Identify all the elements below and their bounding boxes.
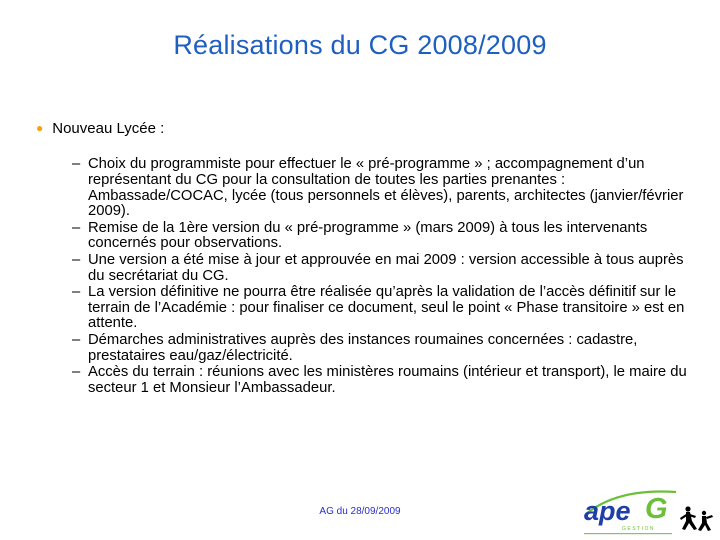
sub-bullet-text: Une version a été mise à jour et approuvée en mai 2009 : version accessible à tous auprès du secrétariat du CG.: [88, 251, 684, 284]
sub-bullet-item: [72, 157, 702, 220]
dash-marker: –: [72, 363, 81, 380]
sub-bullet-item: [72, 221, 702, 253]
sub-bullet-item: [72, 333, 702, 365]
sub-bullet-text: Remise de la 1ère version du « pré-programme » (mars 2009) à tous les intervenants concernés pour observations.: [88, 219, 648, 252]
main-bullet-text: Nouveau Lycée :: [52, 120, 165, 137]
sub-bullet-text: Accès du terrain : réunions avec les ministères roumains (intérieur et transport), le maire du secteur 1 et Monsieur l’Ambassadeur.: [88, 363, 687, 396]
dash-marker: –: [72, 156, 81, 172]
apeg-logo-icon: [578, 486, 718, 538]
logo-highlight: G: [645, 493, 668, 525]
sub-bullet-item: [72, 285, 702, 332]
main-bullet: [36, 120, 164, 137]
bullet-dot-icon: ●: [36, 121, 44, 135]
sub-bullet-text: La version définitive ne pourra être réalisée qu’après la validation de l’accès définitif sur le terrain de l’Académie : pour finaliser ce document, seul le point « Phase transitoire » est en attente.: [88, 283, 685, 332]
dash-marker: –: [72, 219, 81, 236]
dash-marker: –: [72, 251, 81, 268]
dash-marker: –: [72, 283, 81, 300]
sub-bullet-item: [72, 253, 702, 285]
dash-marker: –: [72, 331, 81, 348]
footer-date: AG du 28/09/2009: [319, 506, 401, 517]
sub-bullet-text: Choix du programmiste pour effectuer le « pré-programme » ; accompagnement d’un représentant du CG pour la consultation de toutes les parties prenantes : Ambassade/COCAC, lycée (tous personnels et élèves), parents, architectes (janvier/février 2009).: [88, 156, 684, 220]
logo-text: ape: [584, 496, 631, 526]
logo-subtext: GESTION: [622, 526, 656, 532]
logo-figures: [680, 506, 713, 531]
sub-bullet-list: [72, 157, 702, 397]
sub-bullet-item: [72, 365, 702, 397]
logo-underline: [584, 533, 672, 534]
slide-title: Réalisations du CG 2008/2009: [173, 30, 547, 60]
sub-bullet-text: Démarches administratives auprès des instances roumaines concernées : cadastre, prestataires eau/gaz/électricité.: [88, 331, 638, 364]
